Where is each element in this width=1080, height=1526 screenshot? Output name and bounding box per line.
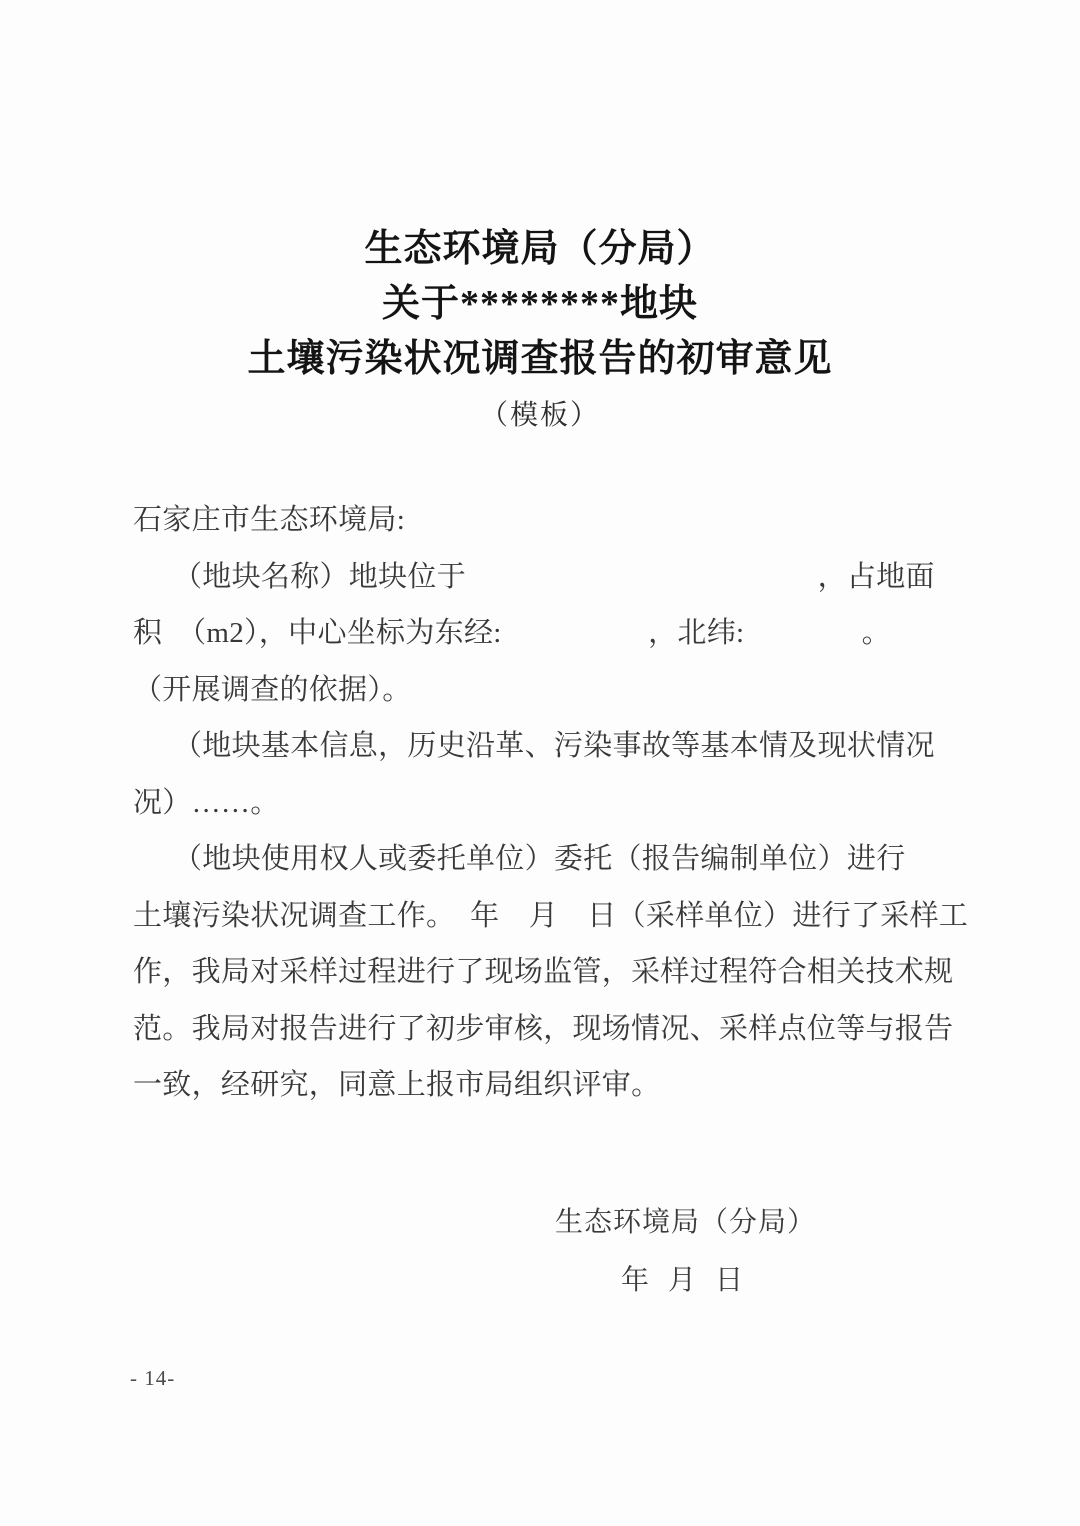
- salutation: 石家庄市生态环境局:: [133, 504, 406, 536]
- title-line-1: 生态环境局（分局）: [364, 228, 716, 270]
- body-line: （开展调查的依据）。: [133, 673, 412, 706]
- signature-organization: 生态环境局（分局）: [555, 1207, 817, 1238]
- body-line: （地块名称）地块位于 ，占地面: [173, 560, 935, 593]
- body-line: （地块基本信息，历史沿革、污染事故等基本情及现状情况: [173, 730, 935, 762]
- body-line: 作，我局对采样过程进行了现场监管，采样过程符合相关技术规: [133, 956, 954, 988]
- title-line-3: 土壤污染状况调查报告的初审意见: [247, 338, 833, 380]
- title-line-2: 关于********地块: [381, 283, 698, 325]
- body-line: 范。我局对报告进行了初步审核，现场情况、采样点位等与报告: [133, 1012, 954, 1045]
- document-body: [133, 492, 969, 1114]
- body-line: 一致，经研究，同意上报市局组织评审。: [133, 1069, 661, 1101]
- document-title: [0, 222, 1080, 445]
- page-number: - 14-: [130, 1366, 176, 1390]
- body-line: 积 （m2），中心坐标为东经: ，北纬: 。: [133, 617, 891, 649]
- body-line: 土壤污染状况调查工作。 年 月 日（采样单位）进行了采样工: [133, 899, 969, 932]
- signature-date: 年 月 日: [621, 1265, 744, 1296]
- body-line: 况）……。: [133, 786, 280, 819]
- body-line: （地块使用权人或委托单位）委托（报告编制单位）进行: [173, 843, 906, 875]
- title-subtitle-template: （模板）: [479, 400, 600, 431]
